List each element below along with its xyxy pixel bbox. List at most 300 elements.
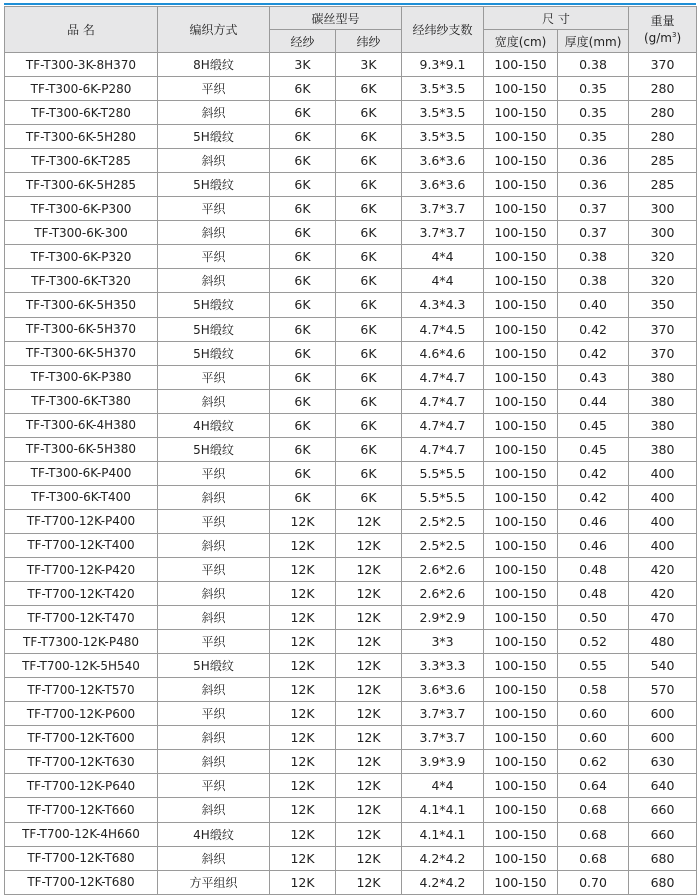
cell-warp: 12K xyxy=(270,750,336,774)
cell-weave: 斜织 xyxy=(158,101,270,125)
cell-warp: 12K xyxy=(270,630,336,654)
cell-density: 3.6*3.6 xyxy=(402,678,484,702)
cell-warp: 6K xyxy=(270,173,336,197)
cell-density: 2.5*2.5 xyxy=(402,509,484,533)
cell-weight: 480 xyxy=(629,630,697,654)
cell-warp: 12K xyxy=(270,533,336,557)
cell-weight: 680 xyxy=(629,870,697,894)
cell-thickness: 0.38 xyxy=(558,53,629,77)
table-row xyxy=(5,533,697,557)
cell-weight: 470 xyxy=(629,606,697,630)
header-thickness: 厚度(mm) xyxy=(558,30,629,53)
header-width: 宽度(cm) xyxy=(484,30,558,53)
cell-name: TF-T300-6K-300 xyxy=(5,221,158,245)
cell-thickness: 0.42 xyxy=(558,341,629,365)
cell-width: 100-150 xyxy=(484,365,558,389)
cell-weft: 6K xyxy=(336,293,402,317)
cell-width: 100-150 xyxy=(484,678,558,702)
cell-thickness: 0.68 xyxy=(558,822,629,846)
cell-weight: 400 xyxy=(629,509,697,533)
cell-name: TF-T300-6K-5H370 xyxy=(5,341,158,365)
cell-weave: 斜织 xyxy=(158,221,270,245)
table-row xyxy=(5,365,697,389)
cell-weight: 300 xyxy=(629,221,697,245)
cell-width: 100-150 xyxy=(484,149,558,173)
table-row xyxy=(5,341,697,365)
header-density: 经纬纱支数 xyxy=(402,7,484,53)
cell-name: TF-T300-3K-8H370 xyxy=(5,53,158,77)
cell-weight: 370 xyxy=(629,53,697,77)
cell-thickness: 0.37 xyxy=(558,221,629,245)
table-row xyxy=(5,173,697,197)
cell-weave: 斜织 xyxy=(158,269,270,293)
cell-warp: 6K xyxy=(270,437,336,461)
cell-weft: 12K xyxy=(336,726,402,750)
cell-weft: 6K xyxy=(336,389,402,413)
cell-density: 3*3 xyxy=(402,630,484,654)
cell-thickness: 0.43 xyxy=(558,365,629,389)
table-row xyxy=(5,654,697,678)
cell-name: TF-T700-12K-P400 xyxy=(5,509,158,533)
cell-warp: 6K xyxy=(270,221,336,245)
cell-thickness: 0.70 xyxy=(558,870,629,894)
cell-thickness: 0.35 xyxy=(558,101,629,125)
cell-weave: 斜织 xyxy=(158,485,270,509)
cell-name: TF-T300-6K-4H380 xyxy=(5,413,158,437)
cell-weft: 12K xyxy=(336,870,402,894)
cell-warp: 12K xyxy=(270,822,336,846)
cell-name: TF-T300-6K-P320 xyxy=(5,245,158,269)
cell-width: 100-150 xyxy=(484,53,558,77)
cell-weft: 6K xyxy=(336,269,402,293)
cell-warp: 12K xyxy=(270,870,336,894)
cell-density: 4.7*4.7 xyxy=(402,365,484,389)
cell-weight: 380 xyxy=(629,389,697,413)
cell-name: TF-T700-12K-5H540 xyxy=(5,654,158,678)
cell-weight: 420 xyxy=(629,582,697,606)
cell-weight: 380 xyxy=(629,413,697,437)
cell-weft: 12K xyxy=(336,822,402,846)
cell-name: TF-T700-12K-4H660 xyxy=(5,822,158,846)
cell-warp: 6K xyxy=(270,461,336,485)
cell-weave: 斜织 xyxy=(158,533,270,557)
cell-weave: 平织 xyxy=(158,557,270,581)
cell-density: 3.6*3.6 xyxy=(402,149,484,173)
cell-name: TF-T700-12K-T660 xyxy=(5,798,158,822)
cell-warp: 6K xyxy=(270,413,336,437)
cell-weft: 6K xyxy=(336,485,402,509)
cell-thickness: 0.60 xyxy=(558,702,629,726)
cell-density: 4.6*4.6 xyxy=(402,341,484,365)
cell-thickness: 0.45 xyxy=(558,437,629,461)
cell-warp: 6K xyxy=(270,77,336,101)
table-row xyxy=(5,870,697,894)
cell-warp: 6K xyxy=(270,485,336,509)
cell-warp: 12K xyxy=(270,654,336,678)
cell-width: 100-150 xyxy=(484,413,558,437)
cell-weave: 5H缎纹 xyxy=(158,317,270,341)
cell-width: 100-150 xyxy=(484,197,558,221)
cell-density: 5.5*5.5 xyxy=(402,485,484,509)
cell-width: 100-150 xyxy=(484,77,558,101)
table-row xyxy=(5,77,697,101)
table-row xyxy=(5,509,697,533)
cell-name: TF-T300-6K-5H370 xyxy=(5,317,158,341)
cell-width: 100-150 xyxy=(484,173,558,197)
cell-thickness: 0.42 xyxy=(558,461,629,485)
table-row xyxy=(5,293,697,317)
cell-width: 100-150 xyxy=(484,822,558,846)
cell-weave: 平织 xyxy=(158,702,270,726)
cell-name: TF-T700-12K-T630 xyxy=(5,750,158,774)
cell-weft: 6K xyxy=(336,173,402,197)
cell-thickness: 0.45 xyxy=(558,413,629,437)
cell-weight: 285 xyxy=(629,173,697,197)
cell-weft: 12K xyxy=(336,654,402,678)
cell-warp: 6K xyxy=(270,245,336,269)
header-size: 尺 寸 xyxy=(484,7,629,30)
cell-weight: 400 xyxy=(629,485,697,509)
cell-name: TF-T700-12K-T420 xyxy=(5,582,158,606)
cell-weight: 320 xyxy=(629,269,697,293)
cell-weight: 285 xyxy=(629,149,697,173)
table-row xyxy=(5,774,697,798)
cell-weight: 280 xyxy=(629,101,697,125)
cell-width: 100-150 xyxy=(484,245,558,269)
table-row xyxy=(5,750,697,774)
cell-weft: 6K xyxy=(336,437,402,461)
cell-thickness: 0.37 xyxy=(558,197,629,221)
cell-thickness: 0.36 xyxy=(558,173,629,197)
cell-name: TF-T300-6K-5H280 xyxy=(5,125,158,149)
table-body xyxy=(5,53,697,895)
cell-weave: 斜织 xyxy=(158,726,270,750)
cell-density: 3.6*3.6 xyxy=(402,173,484,197)
cell-thickness: 0.35 xyxy=(558,125,629,149)
cell-name: TF-T700-12K-T600 xyxy=(5,726,158,750)
cell-warp: 12K xyxy=(270,798,336,822)
cell-density: 4*4 xyxy=(402,269,484,293)
cell-width: 100-150 xyxy=(484,101,558,125)
cell-thickness: 0.42 xyxy=(558,485,629,509)
cell-name: TF-T7300-12K-P480 xyxy=(5,630,158,654)
cell-density: 3.5*3.5 xyxy=(402,101,484,125)
cell-weft: 6K xyxy=(336,245,402,269)
cell-weave: 平织 xyxy=(158,630,270,654)
cell-warp: 6K xyxy=(270,293,336,317)
cell-width: 100-150 xyxy=(484,630,558,654)
cell-density: 4.7*4.7 xyxy=(402,437,484,461)
cell-weft: 6K xyxy=(336,101,402,125)
cell-name: TF-T300-6K-5H285 xyxy=(5,173,158,197)
table-row xyxy=(5,557,697,581)
table-row xyxy=(5,702,697,726)
cell-density: 4.7*4.7 xyxy=(402,389,484,413)
cell-width: 100-150 xyxy=(484,437,558,461)
table-row xyxy=(5,485,697,509)
table-row xyxy=(5,630,697,654)
cell-width: 100-150 xyxy=(484,798,558,822)
cell-warp: 6K xyxy=(270,317,336,341)
cell-weft: 12K xyxy=(336,750,402,774)
cell-weft: 6K xyxy=(336,365,402,389)
cell-weave: 5H缎纹 xyxy=(158,173,270,197)
cell-weft: 12K xyxy=(336,702,402,726)
cell-name: TF-T300-6K-P380 xyxy=(5,365,158,389)
cell-density: 4.7*4.5 xyxy=(402,317,484,341)
cell-warp: 6K xyxy=(270,341,336,365)
cell-weft: 12K xyxy=(336,582,402,606)
cell-weight: 280 xyxy=(629,77,697,101)
table-row xyxy=(5,197,697,221)
cell-density: 3.7*3.7 xyxy=(402,726,484,750)
cell-weft: 6K xyxy=(336,197,402,221)
cell-warp: 6K xyxy=(270,389,336,413)
cell-thickness: 0.36 xyxy=(558,149,629,173)
cell-warp: 3K xyxy=(270,53,336,77)
cell-weave: 斜织 xyxy=(158,149,270,173)
cell-weave: 斜织 xyxy=(158,798,270,822)
cell-density: 2.6*2.6 xyxy=(402,582,484,606)
table-row xyxy=(5,437,697,461)
cell-weft: 12K xyxy=(336,557,402,581)
cell-thickness: 0.50 xyxy=(558,606,629,630)
header-yarn-type: 碳丝型号 xyxy=(270,7,402,30)
cell-weight: 680 xyxy=(629,846,697,870)
cell-weave: 平织 xyxy=(158,197,270,221)
cell-thickness: 0.68 xyxy=(558,846,629,870)
cell-name: TF-T700-12K-T680 xyxy=(5,846,158,870)
cell-weft: 6K xyxy=(336,317,402,341)
cell-thickness: 0.48 xyxy=(558,582,629,606)
cell-name: TF-T300-6K-T285 xyxy=(5,149,158,173)
cell-warp: 6K xyxy=(270,125,336,149)
cell-weight: 370 xyxy=(629,341,697,365)
cell-weft: 6K xyxy=(336,413,402,437)
cell-thickness: 0.48 xyxy=(558,557,629,581)
cell-density: 4.7*4.7 xyxy=(402,413,484,437)
cell-density: 4.1*4.1 xyxy=(402,822,484,846)
cell-name: TF-T700-12K-T570 xyxy=(5,678,158,702)
cell-thickness: 0.46 xyxy=(558,533,629,557)
table-row xyxy=(5,269,697,293)
cell-weave: 5H缎纹 xyxy=(158,654,270,678)
cell-warp: 12K xyxy=(270,557,336,581)
cell-weight: 380 xyxy=(629,437,697,461)
cell-density: 9.3*9.1 xyxy=(402,53,484,77)
table-row xyxy=(5,726,697,750)
cell-name: TF-T700-12K-P600 xyxy=(5,702,158,726)
cell-weft: 12K xyxy=(336,798,402,822)
cell-density: 4.2*4.2 xyxy=(402,870,484,894)
cell-name: TF-T700-12K-T680 xyxy=(5,870,158,894)
cell-width: 100-150 xyxy=(484,461,558,485)
cell-warp: 12K xyxy=(270,509,336,533)
cell-density: 3.9*3.9 xyxy=(402,750,484,774)
table-row xyxy=(5,101,697,125)
table-row xyxy=(5,245,697,269)
table-row xyxy=(5,822,697,846)
cell-thickness: 0.38 xyxy=(558,245,629,269)
cell-weight: 400 xyxy=(629,533,697,557)
cell-name: TF-T700-12K-P420 xyxy=(5,557,158,581)
cell-width: 100-150 xyxy=(484,726,558,750)
cell-weave: 平织 xyxy=(158,774,270,798)
cell-weight: 660 xyxy=(629,798,697,822)
cell-width: 100-150 xyxy=(484,557,558,581)
cell-thickness: 0.62 xyxy=(558,750,629,774)
cell-name: TF-T700-12K-T400 xyxy=(5,533,158,557)
cell-warp: 6K xyxy=(270,197,336,221)
cell-density: 3.5*3.5 xyxy=(402,125,484,149)
cell-weight: 370 xyxy=(629,317,697,341)
cell-name: TF-T300-6K-T320 xyxy=(5,269,158,293)
cell-warp: 12K xyxy=(270,702,336,726)
table-row xyxy=(5,149,697,173)
cell-warp: 6K xyxy=(270,149,336,173)
cell-warp: 12K xyxy=(270,606,336,630)
cell-weight: 350 xyxy=(629,293,697,317)
cell-weight: 600 xyxy=(629,726,697,750)
cell-width: 100-150 xyxy=(484,606,558,630)
cell-width: 100-150 xyxy=(484,293,558,317)
cell-weave: 5H缎纹 xyxy=(158,293,270,317)
cell-weight: 630 xyxy=(629,750,697,774)
cell-density: 3.3*3.3 xyxy=(402,654,484,678)
table-row xyxy=(5,317,697,341)
cell-weight: 640 xyxy=(629,774,697,798)
cell-name: TF-T300-6K-P280 xyxy=(5,77,158,101)
cell-width: 100-150 xyxy=(484,654,558,678)
cell-name: TF-T300-6K-5H380 xyxy=(5,437,158,461)
cell-weft: 12K xyxy=(336,774,402,798)
cell-weight: 400 xyxy=(629,461,697,485)
table-row xyxy=(5,413,697,437)
cell-width: 100-150 xyxy=(484,846,558,870)
cell-weave: 方平组织 xyxy=(158,870,270,894)
cell-thickness: 0.55 xyxy=(558,654,629,678)
cell-width: 100-150 xyxy=(484,582,558,606)
cell-width: 100-150 xyxy=(484,870,558,894)
cell-density: 4.3*4.3 xyxy=(402,293,484,317)
cell-weft: 12K xyxy=(336,606,402,630)
cell-weight: 380 xyxy=(629,365,697,389)
cell-weight: 300 xyxy=(629,197,697,221)
cell-warp: 12K xyxy=(270,678,336,702)
cell-density: 2.9*2.9 xyxy=(402,606,484,630)
cell-density: 3.7*3.7 xyxy=(402,197,484,221)
cell-weave: 平织 xyxy=(158,461,270,485)
cell-width: 100-150 xyxy=(484,774,558,798)
cell-width: 100-150 xyxy=(484,750,558,774)
cell-name: TF-T300-6K-T380 xyxy=(5,389,158,413)
table-row xyxy=(5,461,697,485)
table-row xyxy=(5,606,697,630)
cell-weight: 420 xyxy=(629,557,697,581)
cell-thickness: 0.44 xyxy=(558,389,629,413)
cell-density: 3.7*3.7 xyxy=(402,221,484,245)
cell-weave: 平织 xyxy=(158,365,270,389)
cell-width: 100-150 xyxy=(484,341,558,365)
header-weave: 编织方式 xyxy=(158,7,270,53)
cell-density: 4.1*4.1 xyxy=(402,798,484,822)
cell-weave: 斜织 xyxy=(158,846,270,870)
header-warp: 经纱 xyxy=(270,30,336,53)
cell-width: 100-150 xyxy=(484,509,558,533)
cell-weight: 280 xyxy=(629,125,697,149)
cell-weft: 6K xyxy=(336,461,402,485)
cell-weave: 5H缎纹 xyxy=(158,125,270,149)
cell-weave: 4H缎纹 xyxy=(158,822,270,846)
cell-weave: 5H缎纹 xyxy=(158,341,270,365)
cell-weight: 540 xyxy=(629,654,697,678)
cell-name: TF-T300-6K-5H350 xyxy=(5,293,158,317)
cell-thickness: 0.64 xyxy=(558,774,629,798)
cell-weight: 320 xyxy=(629,245,697,269)
cell-weave: 平织 xyxy=(158,509,270,533)
cell-density: 4.2*4.2 xyxy=(402,846,484,870)
cell-width: 100-150 xyxy=(484,317,558,341)
cell-width: 100-150 xyxy=(484,389,558,413)
cell-weave: 斜织 xyxy=(158,678,270,702)
cell-warp: 6K xyxy=(270,269,336,293)
cell-weight: 660 xyxy=(629,822,697,846)
cell-weave: 平织 xyxy=(158,245,270,269)
cell-weave: 平织 xyxy=(158,77,270,101)
header-name: 品 名 xyxy=(5,7,158,53)
cell-weft: 6K xyxy=(336,221,402,245)
cell-thickness: 0.58 xyxy=(558,678,629,702)
cell-thickness: 0.38 xyxy=(558,269,629,293)
cell-warp: 12K xyxy=(270,774,336,798)
table-row xyxy=(5,846,697,870)
header-weight xyxy=(629,7,697,53)
table-row xyxy=(5,582,697,606)
cell-weave: 斜织 xyxy=(158,606,270,630)
cell-name: TF-T300-6K-P400 xyxy=(5,461,158,485)
cell-weave: 8H缎纹 xyxy=(158,53,270,77)
cell-width: 100-150 xyxy=(484,485,558,509)
cell-thickness: 0.68 xyxy=(558,798,629,822)
spec-table xyxy=(4,6,697,895)
cell-width: 100-150 xyxy=(484,125,558,149)
cell-thickness: 0.60 xyxy=(558,726,629,750)
header-weight-label: 重量 xyxy=(650,14,675,28)
table-row xyxy=(5,389,697,413)
cell-warp: 12K xyxy=(270,582,336,606)
cell-name: TF-T700-12K-P640 xyxy=(5,774,158,798)
cell-density: 5.5*5.5 xyxy=(402,461,484,485)
cell-weave: 斜织 xyxy=(158,582,270,606)
cell-thickness: 0.40 xyxy=(558,293,629,317)
table-row xyxy=(5,221,697,245)
header-weight-unit: $(g/m^3)$ xyxy=(643,31,682,45)
cell-width: 100-150 xyxy=(484,221,558,245)
cell-width: 100-150 xyxy=(484,269,558,293)
cell-weft: 6K xyxy=(336,149,402,173)
cell-weight: 600 xyxy=(629,702,697,726)
header-weft: 纬纱 xyxy=(336,30,402,53)
cell-weft: 6K xyxy=(336,125,402,149)
cell-warp: 6K xyxy=(270,365,336,389)
cell-weft: 6K xyxy=(336,341,402,365)
table-row xyxy=(5,798,697,822)
cell-weave: 5H缎纹 xyxy=(158,437,270,461)
cell-width: 100-150 xyxy=(484,702,558,726)
cell-name: TF-T300-6K-P300 xyxy=(5,197,158,221)
cell-name: TF-T300-6K-T400 xyxy=(5,485,158,509)
cell-weft: 12K xyxy=(336,846,402,870)
